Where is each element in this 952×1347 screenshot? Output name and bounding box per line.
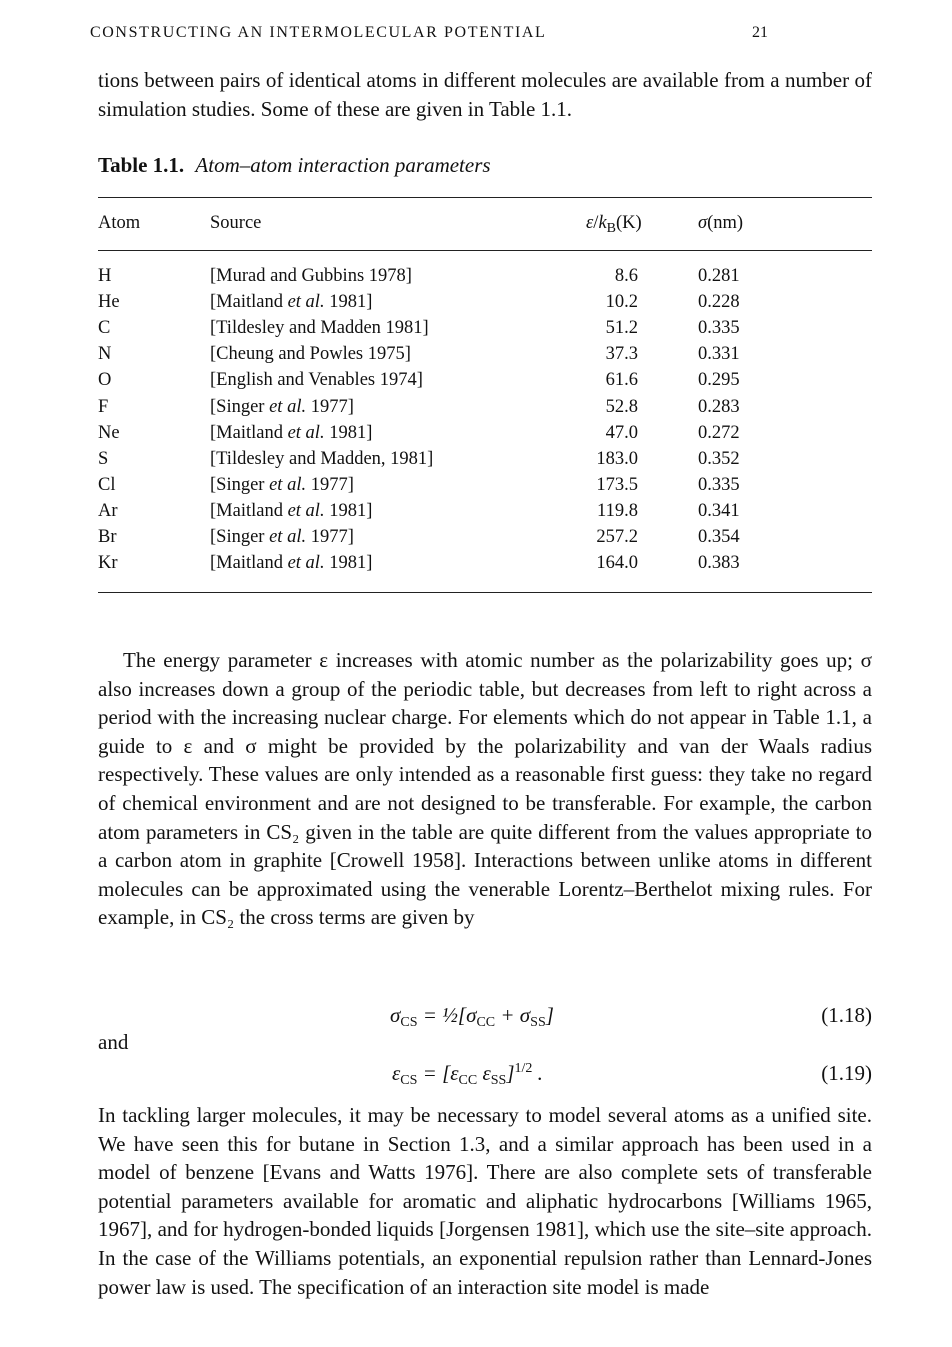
cell-atom: He: [98, 292, 120, 313]
cell-atom: Cl: [98, 474, 116, 495]
cell-epsilon: 183.0: [596, 448, 638, 469]
cell-source: [Cheung and Powles 1975]: [210, 344, 411, 365]
table-row: [98, 527, 872, 553]
final-paragraph: In tackling larger molecules, it may be necessary to model several atoms as a unified site. We have seen this for butane in Section 1.3, and a similar approach has been used in a model of benzene [Evans and Watts 1976]. There are also complete sets of transferable potential parameters available for aromatic and aliphatic hydrocarbons [Williams 1965, 1967], and for hydrogen-bonded liquids [Jorgensen 1981], which use the site–site approach. In the case of the Williams potentials, an exponential repulsion rather than Lennard-Jones power law is used. The specification of an interaction site model is made: [98, 1103, 872, 1299]
cell-atom: N: [98, 344, 112, 365]
cell-atom: Br: [98, 527, 117, 547]
cell-atom: H: [98, 266, 112, 286]
cell-epsilon: 61.6: [605, 370, 638, 391]
cell-epsilon: 8.6: [614, 266, 638, 286]
cell-sigma: 0.228: [698, 292, 740, 313]
col-header-source: Source: [210, 213, 262, 233]
cell-atom: Ar: [98, 500, 118, 521]
cell-atom: S: [98, 448, 109, 469]
table-title: Atom–atom interaction parameters: [195, 153, 491, 177]
cell-sigma: 0.335: [698, 474, 740, 495]
cell-source: [Singer et al. 1977]: [210, 396, 354, 417]
table-row: [98, 553, 872, 579]
cell-atom: Kr: [98, 553, 118, 574]
cell-epsilon: 47.0: [605, 422, 638, 443]
cell-epsilon: 37.3: [605, 344, 638, 365]
cell-source: [Maitland et al. 1981]: [210, 292, 373, 313]
cell-sigma: 0.272: [698, 422, 740, 443]
cell-epsilon: 52.8: [605, 396, 638, 417]
cell-source: [Maitland et al. 1981]: [210, 422, 373, 443]
col-header-atom: Atom: [98, 213, 141, 233]
page-number: 21: [752, 24, 768, 41]
cell-epsilon: 51.2: [605, 318, 638, 339]
cell-source: [Maitland et al. 1981]: [210, 500, 373, 521]
cell-atom: C: [98, 318, 111, 339]
equation-number: (1.18): [821, 1003, 872, 1027]
table-row: [98, 292, 872, 318]
table-row: [98, 344, 872, 370]
cell-atom: O: [98, 370, 112, 391]
table-label: Table 1.1.: [98, 153, 185, 177]
cell-sigma: 0.331: [698, 344, 740, 365]
body-paragraph: The energy parameter ε increases with atomic number as the polarizability goes up; σ also increases down a group of the periodic table, but decreases from left to right across a period with the increasing nuclear charge. For elements which do not appear in Table 1.1, a guide to ε and σ might be provided by the polarizability and van der Waals radius respectively. These values are only intended as a reasonable first guess: they take no regard of chemical environment and are not designed to be transferable. For example, the carbon atom parameters in CS₂ given in the table are quite different from the values appropriate to a carbon atom in graphite [Crowell 1958]. Interactions between unlike atoms in different molecules can be approximated using the venerable Lorentz–Berthelot mixing rules. For example, in CS₂ the cross terms are given by: [98, 648, 872, 930]
col-header-epsilon: $\varepsilon/k_B(K)$: [586, 213, 642, 236]
body-text: [98, 646, 872, 932]
table-row: [98, 423, 872, 449]
cell-epsilon: 257.2: [596, 527, 638, 547]
table-row: [98, 266, 872, 292]
table-row: [98, 397, 872, 423]
cell-source: [Murad and Gubbins 1978]: [210, 266, 412, 286]
table-row: [98, 501, 872, 527]
and-word: and: [98, 1030, 129, 1054]
table-top-rule: [98, 197, 872, 198]
col-header-sigma: σ(nm): [698, 213, 744, 233]
cell-sigma: 0.352: [698, 448, 740, 469]
cell-sigma: 0.341: [698, 500, 740, 521]
intro-paragraph: tions between pairs of identical atoms in different molecules are available from a number of simulation studies. Some of these are given in Table 1.1.: [98, 68, 872, 121]
cell-atom: Ne: [98, 422, 120, 443]
cell-sigma: 0.281: [698, 266, 740, 286]
cell-epsilon: 119.8: [597, 500, 638, 521]
table-row: [98, 475, 872, 501]
table-row: [98, 370, 872, 396]
equation-number: (1.19): [821, 1061, 872, 1085]
cell-source: [Singer et al. 1977]: [210, 474, 354, 495]
cell-source: [Singer et al. 1977]: [210, 527, 354, 547]
cell-sigma: 0.354: [698, 527, 740, 547]
cell-epsilon: 10.2: [605, 292, 638, 313]
table-caption: [98, 153, 491, 178]
table-bottom-rule: [98, 592, 872, 593]
cell-epsilon: 164.0: [596, 553, 638, 574]
cell-sigma: 0.335: [698, 318, 740, 339]
equation-expression: $\varepsilon_{CS} = [\varepsilon_{CC}$ $\varepsilon_{SS}]^{1/2}$ .: [392, 1061, 543, 1088]
cell-sigma: 0.295: [698, 370, 740, 391]
table-row: [98, 449, 872, 475]
cell-source: [English and Venables 1974]: [210, 370, 423, 391]
cell-source: [Maitland et al. 1981]: [210, 553, 373, 574]
cell-sigma: 0.283: [698, 396, 740, 417]
cell-epsilon: 173.5: [596, 474, 638, 495]
cell-atom: F: [98, 396, 109, 417]
cell-source: [Tildesley and Madden, 1981]: [210, 448, 434, 469]
table-header-rule: [98, 250, 872, 251]
table-row: [98, 318, 872, 344]
cell-source: [Tildesley and Madden 1981]: [210, 318, 429, 339]
running-head: CONSTRUCTING AN INTERMOLECULAR POTENTIAL: [90, 24, 547, 41]
cell-sigma: 0.383: [698, 553, 740, 574]
equation-expression: $\sigma_{CS}$ = $\frac{1}{2}[\sigma_{CC} + \sigma_{SS}]$: [390, 1003, 554, 1030]
